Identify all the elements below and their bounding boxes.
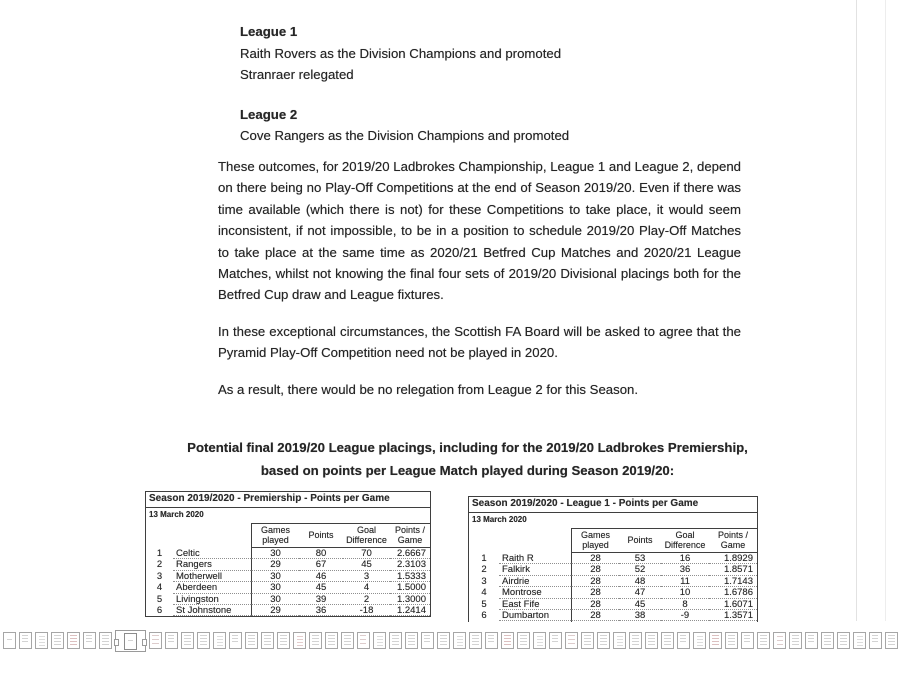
page-thumbnail[interactable] (261, 632, 274, 649)
page-thumbnail[interactable] (83, 632, 96, 649)
cell-team: Montrose (499, 587, 571, 598)
cell-team: St Johnstone (173, 605, 251, 616)
cell-team: Motherwell (173, 571, 251, 582)
page-thumbnail[interactable] (853, 632, 866, 649)
cell-gd: -18 (343, 605, 390, 616)
partial-row-cell (619, 621, 661, 622)
page-thumbnail[interactable] (533, 632, 546, 649)
page-thumbnail[interactable] (149, 632, 162, 649)
league-1-table-grid (469, 528, 757, 622)
league-1-table-date: 13 March 2020 (472, 515, 527, 524)
cell-points: 80 (299, 548, 343, 559)
partial-row-cell (661, 621, 709, 622)
cell-ppg: 2.6667 (390, 548, 430, 559)
partial-row-cell (709, 621, 757, 622)
cell-ppg: 2.3103 (390, 559, 430, 570)
page-thumbnail[interactable] (501, 632, 514, 649)
page-thumbnail[interactable] (869, 632, 882, 649)
partial-row-cell (571, 621, 619, 622)
page-thumbnail[interactable] (357, 632, 370, 649)
cell-gd: 11 (661, 576, 709, 587)
premiership-table-title: Season 2019/2020 - Premiership - Points per Game (146, 492, 430, 508)
cell-played: 30 (251, 594, 299, 605)
page-thumbnail[interactable] (837, 632, 850, 649)
cell-ppg: 1.6071 (709, 599, 757, 610)
page-thumbnail[interactable] (757, 632, 770, 649)
cell-played: 28 (571, 587, 619, 598)
paragraph-fa-board: In these exceptional circumstances, the Scottish FA Board will be asked to agree that the Pyramid Play-Off Competition need not be played in 2020. (218, 323, 741, 361)
cell-rank: 5 (481, 598, 487, 610)
col-header-points: Points (299, 523, 343, 548)
paragraph-outcomes: These outcomes, for 2019/20 Ladbrokes Championship, League 1 and League 2, depend on there being no Play-Off Competitions at the end of Season 2019/20. Even if there was time available (which there is not) for these Competitions to take place, it would seem inconsistent, if not impossible, to be in a position to schedule 2019/20 Play-Off Matches to take place at the same time as 2020/21 Betfred Cup Matches and 2020/21 League Matches, whilst not knowing the final four sets of 2019/20 Divisional placings both for the Betfred Cup draw and League fixtures. (218, 159, 741, 303)
body-paragraphs (218, 156, 741, 415)
cell-points: 39 (299, 594, 343, 605)
page-thumbnail[interactable] (821, 632, 834, 649)
cell-team: Raith R (499, 553, 571, 564)
cell-rank: 3 (481, 575, 487, 587)
page-thumbnail[interactable] (341, 632, 354, 649)
cell-rank: 2 (156, 559, 163, 571)
page-thumbnail[interactable] (805, 632, 818, 649)
header-spacer (146, 523, 251, 548)
col-header-points-per-game: Points / Game (390, 523, 430, 548)
page-thumbnail[interactable] (373, 632, 386, 649)
page-thumbnail[interactable] (581, 632, 594, 649)
cell-gd: 10 (661, 587, 709, 598)
cell-team: Aberdeen (173, 582, 251, 593)
page-thumbnail[interactable] (549, 632, 562, 649)
page-thumbnail[interactable] (51, 632, 64, 649)
cell-points: 45 (299, 582, 343, 593)
page-thumbnail[interactable] (165, 632, 178, 649)
cell-ppg: 1.7143 (709, 576, 757, 587)
cell-rank: 6 (156, 604, 163, 616)
cell-played: 30 (251, 582, 299, 593)
page-thumbnail[interactable] (197, 632, 210, 649)
page-thumbnail[interactable] (629, 632, 642, 649)
page-thumbnail[interactable] (19, 632, 32, 649)
cell-team: East Fife (499, 599, 571, 610)
cell-points: 46 (299, 571, 343, 582)
cell-gd: 8 (661, 599, 709, 610)
cell-team: Celtic (173, 548, 251, 559)
cell-points: 36 (299, 605, 343, 616)
page-thumbnail[interactable] (277, 632, 290, 649)
cell-points: 38 (619, 610, 661, 621)
cell-rank: 4 (481, 587, 487, 599)
cell-points: 67 (299, 559, 343, 570)
cell-team: Dumbarton (499, 610, 571, 621)
page-thumbnail[interactable] (709, 632, 722, 649)
tables-heading (145, 437, 790, 482)
page-thumbnail[interactable] (789, 632, 802, 649)
cell-gd: 70 (343, 548, 390, 559)
col-header-games-played: Games played (571, 528, 619, 553)
page-thumbnail[interactable] (309, 632, 322, 649)
page-thumbnail[interactable] (3, 632, 16, 649)
paragraph-no-relegation: As a result, there would be no relegation from League 2 for this Season. (218, 381, 639, 397)
partial-row-cell (469, 621, 499, 622)
league-1-heading: League 1 (240, 24, 298, 39)
cell-points: 45 (619, 599, 661, 610)
col-header-games-played: Games played (251, 523, 299, 548)
cell-gd: 4 (343, 582, 390, 593)
cell-ppg: 1.6786 (709, 587, 757, 598)
cell-ppg: 1.8571 (709, 564, 757, 575)
cell-played: 28 (571, 576, 619, 587)
cell-gd: 45 (343, 559, 390, 570)
premiership-table-date: 13 March 2020 (149, 510, 204, 519)
page-thumbnail[interactable] (677, 632, 690, 649)
page-thumbnail[interactable] (421, 632, 434, 649)
league-1-line-promoted: Raith Rovers as the Division Champions and promoted (240, 45, 562, 61)
col-header-points: Points (619, 528, 661, 553)
page-thumbnail[interactable] (67, 632, 80, 649)
cell-played: 28 (571, 610, 619, 621)
cell-played: 28 (571, 599, 619, 610)
header-spacer (469, 528, 571, 553)
tables-heading-line-2: based on points per League Match played during Season 2019/20: (260, 462, 675, 478)
cell-rank: 5 (156, 593, 163, 605)
page-thumbnail[interactable] (293, 632, 306, 649)
col-header-goal-difference: Goal Difference (661, 528, 709, 553)
page-thumbnail[interactable] (597, 632, 610, 649)
page-thumbnail[interactable] (405, 632, 418, 649)
cell-team: Falkirk (499, 564, 571, 575)
page-thumbnail[interactable] (693, 632, 706, 649)
cell-rank: 1 (481, 553, 487, 564)
page-thumbnail[interactable] (35, 632, 48, 649)
cell-played: 29 (251, 559, 299, 570)
cell-team: Airdrie (499, 576, 571, 587)
cell-gd: 36 (661, 564, 709, 575)
page-thumbnail[interactable] (437, 632, 450, 649)
partial-row-cell (499, 621, 571, 622)
league-1-section (240, 21, 569, 86)
cell-rank: 1 (156, 548, 163, 559)
cell-points: 53 (619, 553, 661, 564)
cell-played: 30 (251, 571, 299, 582)
cell-rank: 2 (481, 564, 487, 576)
premiership-table (145, 491, 431, 617)
page-thumbnail[interactable] (245, 632, 258, 649)
page-thumbnail[interactable] (517, 632, 530, 649)
cell-gd: 16 (661, 553, 709, 564)
page-edge-line (856, 0, 857, 621)
league-2-section (240, 104, 569, 147)
page-thumbnail[interactable] (181, 632, 194, 649)
page-thumbnail[interactable] (389, 632, 402, 649)
cell-team: Rangers (173, 559, 251, 570)
league-1-table (468, 496, 758, 622)
page-thumbnail[interactable] (741, 632, 754, 649)
page-thumbnail[interactable] (565, 632, 578, 649)
cell-ppg: 1.5000 (390, 582, 430, 593)
page-thumbnail[interactable] (325, 632, 338, 649)
page-thumbnail[interactable] (453, 632, 466, 649)
page-thumbnail[interactable] (885, 632, 898, 649)
viewport-edge-line (885, 0, 886, 621)
page-thumbnail-strip[interactable] (0, 632, 900, 662)
page-thumbnail[interactable] (485, 632, 498, 649)
page-thumbnail[interactable] (229, 632, 242, 649)
cell-played: 28 (571, 564, 619, 575)
cell-ppg: 1.3571 (709, 610, 757, 621)
cell-played: 30 (251, 548, 299, 559)
page-thumbnail[interactable] (99, 632, 112, 649)
cell-points: 48 (619, 576, 661, 587)
cell-ppg: 1.2414 (390, 605, 430, 616)
cell-rank: 6 (481, 609, 487, 621)
page-thumbnail (124, 633, 137, 650)
league-outcomes-section (240, 21, 569, 165)
cell-ppg: 1.8929 (709, 553, 757, 564)
page-thumbnail[interactable] (773, 632, 786, 649)
cell-gd: -9 (661, 610, 709, 621)
cell-gd: 2 (343, 594, 390, 605)
col-header-points-per-game: Points / Game (709, 528, 757, 553)
col-header-goal-difference: Goal Difference (343, 523, 390, 548)
league-1-table-title: Season 2019/2020 - League 1 - Points per Game (469, 497, 757, 513)
league-1-line-relegated: Stranraer relegated (240, 67, 354, 82)
page-thumbnail[interactable] (725, 632, 738, 649)
cell-gd: 3 (343, 571, 390, 582)
page-thumbnail[interactable] (613, 632, 626, 649)
cell-played: 29 (251, 605, 299, 616)
cell-ppg: 1.3000 (390, 594, 430, 605)
cell-ppg: 1.5333 (390, 571, 430, 582)
page-thumbnail[interactable] (661, 632, 674, 649)
cell-points: 52 (619, 564, 661, 575)
cell-points: 47 (619, 587, 661, 598)
league-2-line-promoted: Cove Rangers as the Division Champions and promoted (240, 128, 570, 143)
page-thumbnail[interactable] (213, 632, 226, 649)
tables-heading-line-1: Potential final 2019/20 League placings, including for the 2019/20 Ladbrokes Premiership, (187, 440, 748, 455)
page-thumbnail-selected[interactable] (115, 630, 146, 652)
page-thumbnail[interactable] (469, 632, 482, 649)
page-thumbnail[interactable] (645, 632, 658, 649)
cell-rank: 3 (156, 570, 163, 582)
cell-team: Livingston (173, 594, 251, 605)
cell-played: 28 (571, 553, 619, 564)
premiership-table-grid (146, 523, 430, 616)
cell-rank: 4 (156, 582, 163, 594)
league-2-heading: League 2 (240, 106, 298, 122)
